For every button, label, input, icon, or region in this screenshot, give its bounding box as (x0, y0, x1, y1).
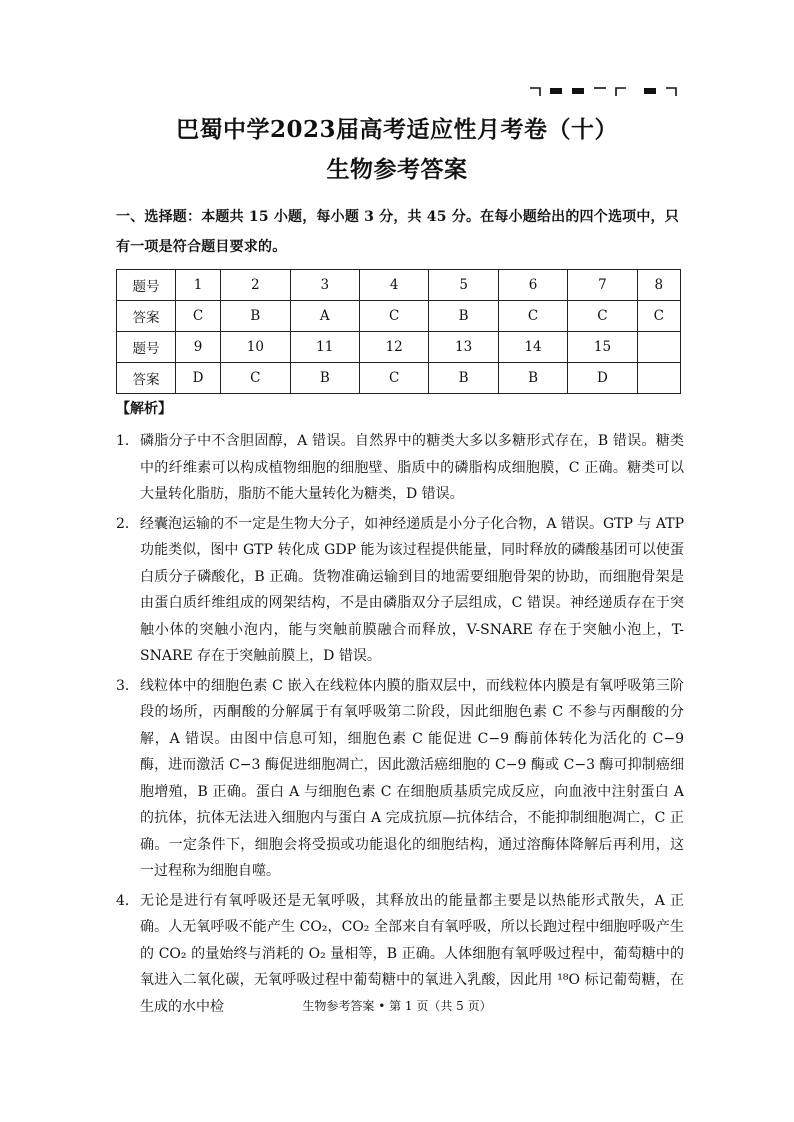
table-cell: B (429, 301, 498, 332)
table-cell: C (359, 363, 428, 394)
table-cell: 10 (221, 332, 290, 363)
analysis-list (116, 428, 684, 1023)
table-cell: B (429, 363, 498, 394)
table-cell: 14 (498, 332, 567, 363)
item-text: 线粒体中的细胞色素 C 嵌入在线粒体内膜的脂双层中，而线粒体内膜是有氧呼吸第三阶段的场所，丙酮酸的分解属于有氧呼吸第二阶段，因此细胞色素 C 不参与丙酮酸的分解，A 错误。由图中信息可知，细胞色素 C 能促进 C−9 酶前体转化为活化的 C−9 酶，进而激活 C−3 酶促进细胞凋亡，因此激活癌细胞的 C−9 酶或 C−3 酶可抑制癌细胞增殖，B 正确。蛋白 A 与细胞色素 C 在细胞质基质完成反应，向血液中注射蛋白 A 的抗体，抗体无法进入细胞内与蛋白 A 完成抗原—抗体结合，不能抑制细胞凋亡，C 正确。一定条件下，细胞会将受损或功能退化的细胞结构，通过溶酶体降解后再利用，这一过程称为细胞自噬。 (140, 677, 684, 879)
table-row-label: 题号 (117, 270, 176, 301)
corner-registration-marks (528, 84, 688, 100)
table-cell: B (290, 363, 359, 394)
table-row-label: 题号 (117, 332, 176, 363)
table-cell (637, 363, 680, 394)
item-number: 1． (116, 433, 139, 449)
table-row (117, 363, 681, 394)
item-text: 磷脂分子中不含胆固醇，A 错误。自然界中的糖类大多以多糖形式存在，B 错误。糖类中的纤维素可以构成植物细胞的细胞壁、脂质中的磷脂构成细胞膜，C 正确。糖类可以大量转化脂肪，脂肪不能大量转化为糖类，D 错误。 (140, 433, 684, 502)
analysis-item (116, 511, 684, 670)
table-cell: 3 (290, 270, 359, 301)
table-cell: 13 (429, 332, 498, 363)
table-cell: 15 (568, 332, 637, 363)
table-cell: C (568, 301, 637, 332)
item-number: 2． (116, 515, 139, 532)
table-cell: 1 (176, 270, 221, 301)
table-cell: C (498, 301, 567, 332)
table-row-label: 答案 (117, 363, 176, 394)
table-cell: 5 (429, 270, 498, 301)
table-cell: 6 (498, 270, 567, 301)
table-cell: D (568, 363, 637, 394)
table-cell: B (221, 301, 290, 332)
analysis-item (116, 673, 684, 885)
table-cell: 8 (637, 270, 680, 301)
table-row (117, 332, 681, 363)
table-cell: B (498, 363, 567, 394)
table-row-label: 答案 (117, 301, 176, 332)
table-cell: A (290, 301, 359, 332)
table-cell: 7 (568, 270, 637, 301)
table-cell: 12 (359, 332, 428, 363)
table-cell: D (176, 363, 221, 394)
table-cell: 9 (176, 332, 221, 363)
item-number: 4． (116, 892, 139, 909)
item-number: 3． (116, 677, 139, 694)
table-row (117, 270, 681, 301)
table-cell: C (359, 301, 428, 332)
page-footer: 生物参考答案 • 第 1 页（共 5 页） (302, 999, 492, 1013)
page-title: 巴蜀中学2023届高考适应性月考卷（十） (175, 116, 618, 143)
table-cell: C (221, 363, 290, 394)
page-subtitle: 生物参考答案 (326, 156, 468, 183)
table-cell: 11 (290, 332, 359, 363)
section-instructions: 一、选择题：本题共 15 小题，每小题 3 分，共 45 分。在每小题给出的四个选项中，只有一项是符合题目要求的。 (116, 209, 679, 255)
analysis-item (116, 428, 684, 508)
table-cell (637, 332, 680, 363)
table-cell: 2 (221, 270, 290, 301)
item-text: 经囊泡运输的不一定是生物大分子，如神经递质是小分子化合物，A 错误。GTP 与 ATP 功能类似，图中 GTP 转化成 GDP 能为该过程提供能量，同时释放的磷酸基团可以使蛋白质分子磷酸化，B 正确。货物准确运输到目的地需要细胞骨架的协助，而细胞骨架是由蛋白质纤维组成的网架结构，不是由磷脂双分子层组成，C 错误。神经递质存在于突触小体的突触小泡内，能与突触前膜融合而释放，V-SNARE 存在于突触小泡上，T-SNARE 存在于突触前膜上，D 错误。 (140, 515, 684, 664)
table-cell: C (176, 301, 221, 332)
table-cell: 4 (359, 270, 428, 301)
analysis-heading: 【解析】 (116, 401, 172, 417)
answer-table (116, 269, 681, 394)
table-row (117, 301, 681, 332)
item-text: 无论是进行有氧呼吸还是无氧呼吸，其释放出的能量都主要是以热能形式散失，A 正确。人无氧呼吸不能产生 CO₂，CO₂ 全部来自有氧呼吸，所以长跑过程中细胞呼吸产生的 CO₂ 的量始终与消耗的 O₂ 量相等，B 正确。人体细胞有氧呼吸过程中，葡萄糖中的氧进入二氧化碳，无氧呼吸过程中葡萄糖中的氧进入乳酸，因此用 ¹⁸O 标记葡萄糖，在生成的水中检 (140, 892, 684, 1015)
table-cell: C (637, 301, 680, 332)
